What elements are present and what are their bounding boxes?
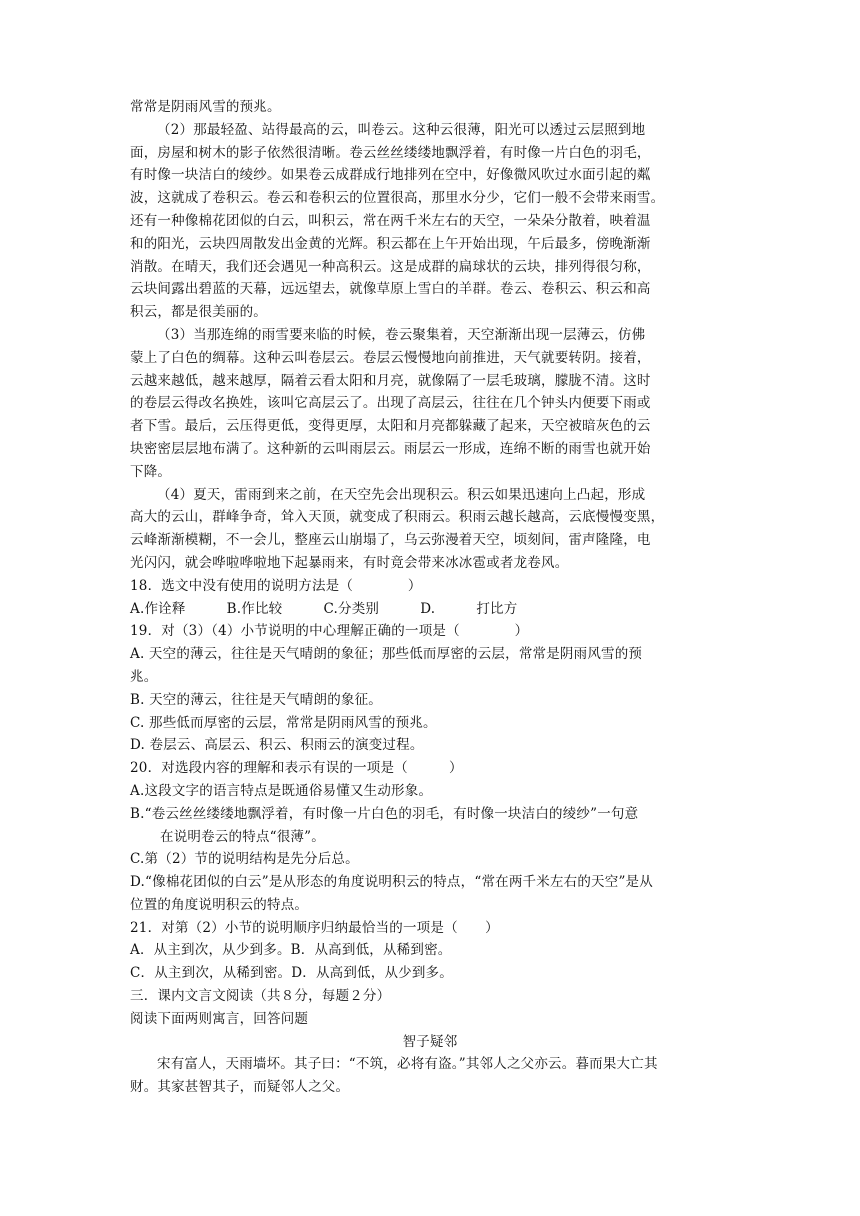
text-line: 块密密层层地布满了。这种新的云叫雨层云。雨层云一形成，连绵不断的雨雪也就开始	[130, 440, 651, 457]
text-line: 者下雪。最后，云压得更低，变得更厚，太阳和月亮都躲藏了起来，天空被暗灰色的云	[130, 418, 651, 435]
text-line: 和的阳光，云块四周散发出金黄的光辉。积云都在上午开始出现，午后最多，傍晚渐渐	[130, 235, 651, 252]
question-19	[130, 620, 730, 757]
text-line: 云块间露出碧蓝的天幕，远远望去，就像草原上雪白的羊群。卷云、卷积云、积云和高	[130, 281, 651, 298]
text-line: 高大的云山，群峰争奇，耸入天顶，就变成了积雨云。积雨云越长越高，云底慢慢变黑，	[130, 509, 665, 526]
text-line: 蒙上了白色的绸幕。这种云叫卷层云。卷层云慢慢地向前推进，天气就要转阴。接着，	[130, 349, 651, 366]
text-line: 有时像一块洁白的绫纱。如果卷云成群成行地排列在空中，好像微风吹过水面引起的粼	[130, 167, 651, 184]
passage-paragraph-4	[130, 484, 730, 575]
question-stem: 19．对（3）（4）小节说明的中心理解正确的一项是（ ）	[130, 623, 529, 640]
passage-paragraph-3	[130, 324, 730, 484]
fable-title: 智子疑邻	[402, 1033, 458, 1050]
option-b: B. 天空的薄云，往往是天气晴朗的象征。	[130, 691, 383, 708]
text-line: 下降。	[130, 463, 172, 480]
text-line: 消散。在晴天，我们还会遇见一种高积云。这是成群的扁球状的云块，排列得很匀称，	[130, 258, 651, 275]
fable-text-line: 财。其家甚智其子，而疑邻人之父。	[130, 1079, 350, 1096]
options-a-b: A．从主到次，从少到多。B．从高到低，从稀到密。	[130, 942, 452, 959]
text-line: 云峰渐渐模糊，不一会儿，整座云山崩塌了，乌云弥漫着天空，顷刻间，雷声隆隆，电	[130, 532, 651, 549]
fable-text-line: 宋有富人，天雨墙坏。其子曰：“不筑，必将有盗。”其邻人之父亦云。暮而果大亡其	[157, 1056, 658, 1073]
text-line: 面，房屋和树木的影子依然很清晰。卷云丝丝缕缕地飘浮着，有时像一片白色的羽毛，	[130, 144, 651, 161]
question-20	[130, 757, 730, 917]
passage-paragraph-2	[130, 119, 730, 324]
text-line: 波，这就成了卷积云。卷云和卷积云的位置很高，那里水分少，它们一般不会带来雨雪。	[130, 190, 665, 207]
question-21	[130, 917, 730, 985]
option-d-continued: 位置的角度说明积云的特点。	[130, 896, 309, 913]
option-a: A.这段文字的语言特点是既通俗易懂又生动形象。	[130, 782, 433, 799]
section-3	[130, 985, 730, 1099]
text-line: 光闪闪，就会哗啦哗啦地下起暴雨来，有时竟会带来冰冰雹或者龙卷风。	[130, 554, 569, 571]
passage-p1-tail: 常常是阴雨风雪的预兆。	[130, 99, 281, 115]
question-stem: 20．对选段内容的理解和表示有误的一项是（ ）	[130, 760, 463, 777]
option-d: D. 卷层云、高层云、积云、积雨云的演变过程。	[130, 737, 424, 754]
option-b-continued: 在说明卷云的特点“很薄”。	[160, 828, 325, 845]
text-line: （4）夏天，雷雨到来之前，在天空先会出现积云。积云如果迅速向上凸起，形成	[157, 486, 646, 503]
text-line: 还有一种像棉花团似的白云，叫积云，常在两千米左右的天空，一朵朵分散着，映着温	[130, 212, 651, 229]
option-a: A. 天空的薄云，往往是天气晴朗的象征；那些低而厚密的云层，常常是阴雨风雪的预	[130, 646, 643, 663]
option-c: C.第（2）节的说明结构是先分后总。	[130, 851, 359, 868]
text-line: 的卷层云得改名换姓，该叫它高层云了。出现了高层云，往往在几个钟头内便要下雨或	[130, 395, 651, 412]
text-line: 积云，都是很美丽的。	[130, 304, 267, 321]
section-instruction: 阅读下面两则寓言，回答问题	[130, 1010, 309, 1027]
question-options: A.作诠释 B.作比较 C.分类别 D. 打比方	[130, 600, 518, 617]
text-line: （2）那最轻盈、站得最高的云，叫卷云。这种云很薄，阳光可以透过云层照到地	[157, 121, 646, 138]
question-stem: 18．选文中没有使用的说明方法是（ ）	[130, 577, 422, 594]
option-d: D.“像棉花团似的白云”是从形态的角度说明积云的特点，“常在两千米左右的天空”是从	[130, 874, 653, 891]
text-line: （3）当那连绵的雨雪要来临的时候，卷云聚集着，天空渐渐出现一层薄云，仿佛	[157, 326, 646, 343]
option-b: B.“卷云丝丝缕缕地飘浮着，有时像一片白色的羽毛，有时像一块洁白的绫纱”一句意	[130, 805, 639, 822]
text-line: 云越来越低，越来越厚，隔着云看太阳和月亮，就像隔了一层毛玻璃，朦胧不清。这时	[130, 372, 651, 389]
option-a-continued: 兆。	[130, 668, 158, 685]
section-heading: 三．课内文言文阅读（共８分，每题２分）	[130, 988, 391, 1005]
question-stem: 21．对第（2）小节的说明顺序归纳最恰当的一项是（ ）	[130, 919, 499, 936]
option-c: C. 那些低而厚密的云层，常常是阴雨风雪的预兆。	[130, 714, 437, 731]
options-c-d: C．从主到次，从稀到密。D．从高到低，从少到多。	[130, 965, 453, 982]
document-page	[130, 96, 730, 1099]
question-18	[130, 575, 730, 621]
